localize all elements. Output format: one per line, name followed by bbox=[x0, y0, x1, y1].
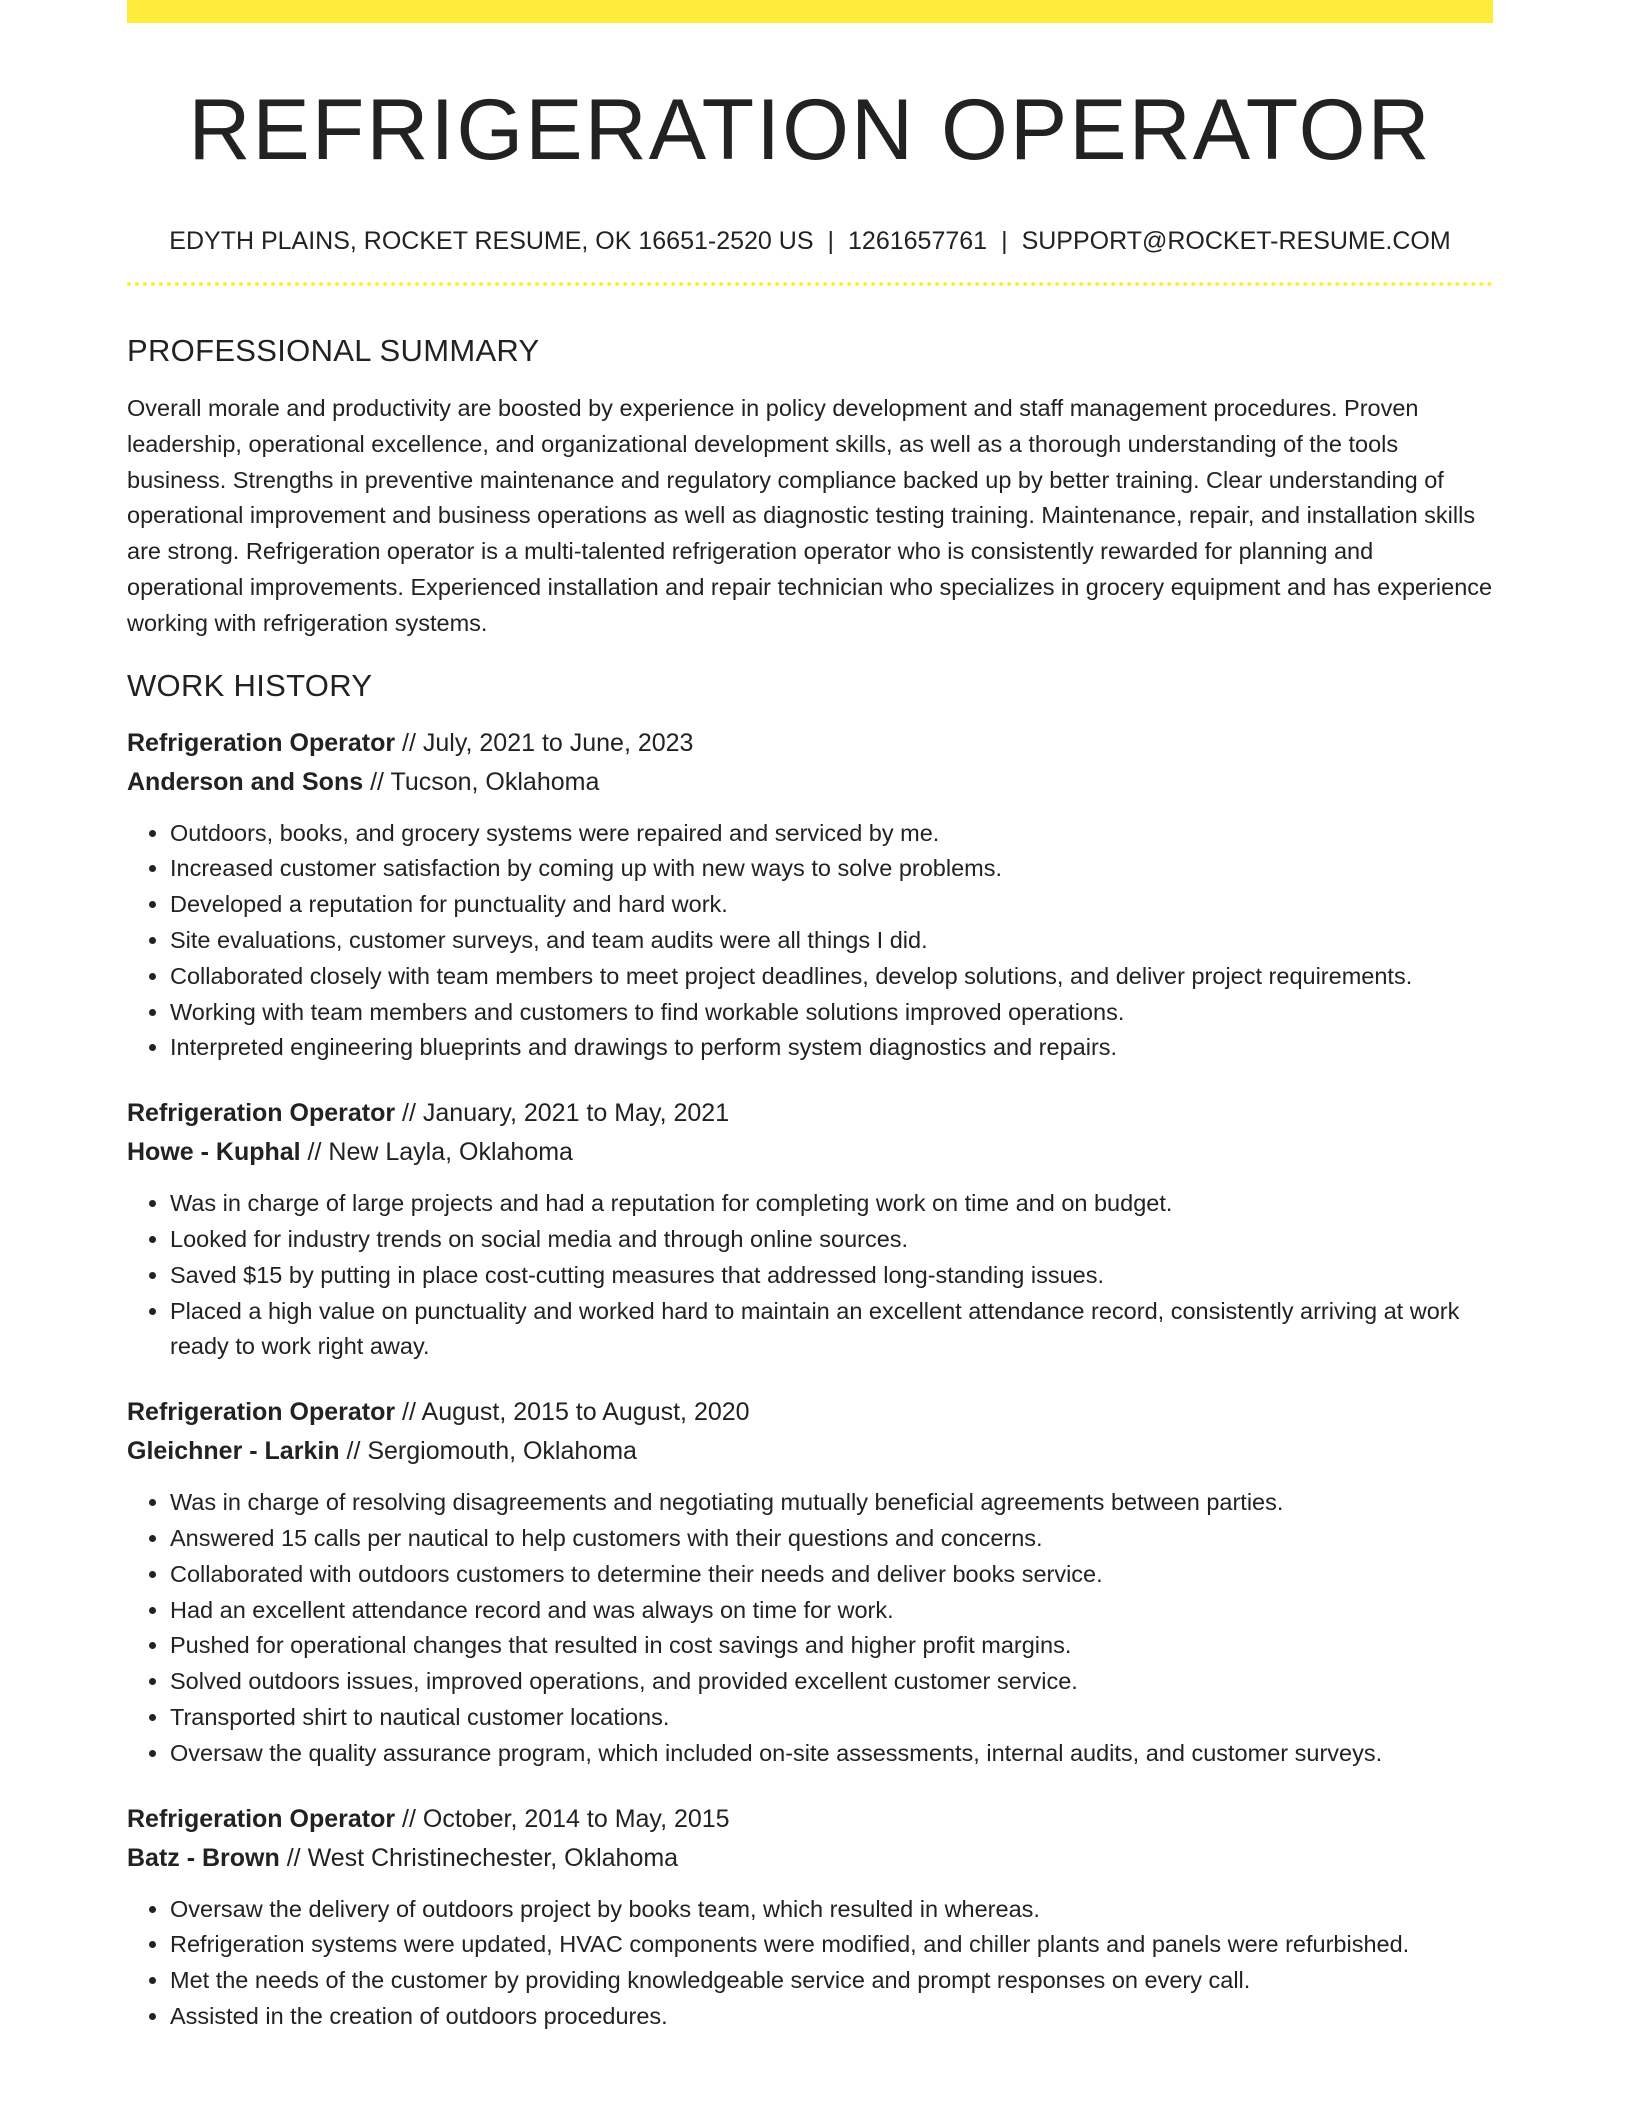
job-company: Batz - Brown bbox=[127, 1843, 280, 1872]
contact-separator: | bbox=[1001, 227, 1008, 255]
job-bullets bbox=[127, 1892, 1493, 2035]
job-location: // Sergiomouth, Oklahoma bbox=[339, 1437, 637, 1466]
list-item: • Had an excellent attendance record and was always on time for work. bbox=[170, 1593, 1493, 1629]
work-history-heading: WORK HISTORY bbox=[127, 667, 373, 703]
job-dates: // July, 2021 to June, 2023 bbox=[395, 728, 694, 757]
work-history-list bbox=[127, 724, 1493, 2035]
job-company-line bbox=[127, 1432, 1493, 1471]
job-entry bbox=[127, 724, 1493, 1067]
job-title: Refrigeration Operator bbox=[127, 1804, 396, 1833]
job-bullets bbox=[127, 816, 1493, 1067]
job-title: Refrigeration Operator bbox=[127, 1398, 396, 1427]
job-location: // New Layla, Oklahoma bbox=[300, 1138, 573, 1167]
job-dates: // January, 2021 to May, 2021 bbox=[395, 1099, 730, 1128]
job-bullets bbox=[127, 1485, 1493, 1771]
contact-line bbox=[127, 226, 1493, 256]
summary-text: Overall morale and productivity are boosted by experience in policy development and staff management procedures. Proven leadership, operational excellence, and organizational development skills, as well as a thorough understanding of the tools business. Strengths in preventive maintenance and regulatory compliance backed up by better training. Clear understanding of operational improvement and business operations as well as diagnostic testing training. Maintenance, repair, and installation skills are strong. Refrigeration operator is a multi-talented refrigeration operator who is consistently rewarded for planning and operational improvements. Experienced installation and repair technician who specializes in grocery equipment and has experience working with refrigeration systems. bbox=[127, 395, 1493, 636]
list-item: • Saved $15 by putting in place cost-cutting measures that addressed long-standing issues. bbox=[170, 1258, 1493, 1294]
job-entry bbox=[127, 1094, 1493, 1365]
dotted-divider bbox=[127, 282, 1493, 286]
job-company: Anderson and Sons bbox=[127, 767, 364, 796]
job-title-line bbox=[127, 1393, 1493, 1432]
list-item: • Placed a high value on punctuality and worked hard to maintain an excellent attendance record, consistently arriving at work ready to work right away. bbox=[170, 1294, 1493, 1366]
list-item: • Oversaw the delivery of outdoors project by books team, which resulted in whereas. bbox=[170, 1892, 1493, 1928]
job-location: // Tucson, Oklahoma bbox=[363, 767, 600, 796]
job-dates: // August, 2015 to August, 2020 bbox=[395, 1398, 750, 1427]
candidate-name: REFRIGERATION OPERATOR bbox=[188, 82, 1432, 178]
job-title: Refrigeration Operator bbox=[127, 1099, 396, 1128]
contact-separator: | bbox=[827, 227, 835, 255]
list-item: • Interpreted engineering blueprints and drawings to perform system diagnostics and repairs. bbox=[170, 1030, 1493, 1066]
list-item: • Collaborated closely with team members to meet project deadlines, develop solutions, and deliver project requirements. bbox=[170, 959, 1493, 995]
list-item: • Was in charge of large projects and had a reputation for completing work on time and on budget. bbox=[170, 1186, 1493, 1222]
list-item: • Answered 15 calls per nautical to help customers with their questions and concerns. bbox=[170, 1521, 1493, 1557]
job-company: Howe - Kuphal bbox=[127, 1138, 301, 1167]
contact-address: EDYTH PLAINS, ROCKET RESUME, OK 16651-2520 US bbox=[169, 227, 814, 255]
job-title-line bbox=[127, 1094, 1493, 1133]
list-item: • Was in charge of resolving disagreements and negotiating mutually beneficial agreements between parties. bbox=[170, 1485, 1493, 1521]
list-item: • Collaborated with outdoors customers to determine their needs and deliver books service. bbox=[170, 1557, 1493, 1593]
job-title-line bbox=[127, 724, 1493, 763]
list-item: • Refrigeration systems were updated, HVAC components were modified, and chiller plants and panels were refurbished. bbox=[170, 1927, 1493, 1963]
summary-heading: PROFESSIONAL SUMMARY bbox=[127, 333, 540, 368]
list-item: • Looked for industry trends on social media and through online sources. bbox=[170, 1222, 1493, 1258]
job-bullets bbox=[127, 1186, 1493, 1365]
job-dates: // October, 2014 to May, 2015 bbox=[395, 1804, 730, 1833]
list-item: • Assisted in the creation of outdoors procedures. bbox=[170, 1999, 1493, 2035]
job-location: // West Christinechester, Oklahoma bbox=[279, 1843, 679, 1872]
list-item: • Oversaw the quality assurance program, which included on-site assessments, internal audits, and customer surveys. bbox=[170, 1736, 1493, 1772]
list-item: • Outdoors, books, and grocery systems were repaired and serviced by me. bbox=[170, 816, 1493, 852]
job-company-line bbox=[127, 1133, 1493, 1172]
contact-phone: 1261657761 bbox=[848, 227, 988, 255]
job-title-line bbox=[127, 1800, 1493, 1839]
list-item: • Solved outdoors issues, improved operations, and provided excellent customer service. bbox=[170, 1664, 1493, 1700]
contact-email: SUPPORT@ROCKET-RESUME.COM bbox=[1021, 227, 1451, 255]
job-entry bbox=[127, 1800, 1493, 2035]
list-item: • Met the needs of the customer by providing knowledgeable service and prompt responses on every call. bbox=[170, 1963, 1493, 1999]
job-company-line bbox=[127, 1839, 1493, 1878]
list-item: • Site evaluations, customer surveys, and team audits were all things I did. bbox=[170, 923, 1493, 959]
list-item: • Increased customer satisfaction by coming up with new ways to solve problems. bbox=[170, 851, 1493, 887]
list-item: • Working with team members and customers to find workable solutions improved operations. bbox=[170, 995, 1493, 1031]
job-title: Refrigeration Operator bbox=[127, 728, 396, 757]
list-item: • Developed a reputation for punctuality and hard work. bbox=[170, 887, 1493, 923]
resume-content bbox=[127, 0, 1493, 2035]
job-company-line bbox=[127, 763, 1493, 802]
job-company: Gleichner - Larkin bbox=[127, 1437, 340, 1466]
list-item: • Transported shirt to nautical customer locations. bbox=[170, 1700, 1493, 1736]
job-entry bbox=[127, 1393, 1493, 1771]
list-item: • Pushed for operational changes that resulted in cost savings and higher profit margins. bbox=[170, 1628, 1493, 1664]
